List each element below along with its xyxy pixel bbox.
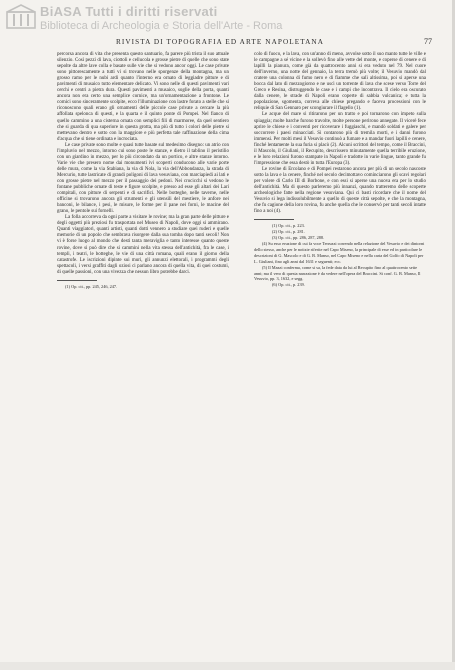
paragraph: La folla accorreva da ogni parte a visitare le rovine; ma la gran parte delle pitture e degli oggetti più preziosi fu trasportata nel Museo di Napoli, dove oggi si ammirano. Quanti viaggiatori, quanti artisti, quanti dotti vennero a studiare quei ruderi e quelle memorie di un popolo che sembrava risorgere dalla sua tomba dopo tanti secoli! Non vi è forse luogo al mondo che desti tanta meraviglia e tanto interesse quanto queste rovine, dove si può dire che si cammini nella vita stessa dell'antichità, fra le case, i templi, i teatri, le botteghe, le vie di una città romana, quali erano il giorno della catastrofe. Le iscrizioni dipinte sui muri, gli annunzi elettorali, i programmi degli spettacoli, i versi graffiti dagli oziosi ci parlano ancora di quella vita, di quei costumi, di quelle passioni, con una vivezza che nessun libro potrebbe darci. (57, 215, 229, 275)
footnote: (6) Op. cit., p. 239. (272, 282, 305, 288)
footnote: (3) Op. cit., pp. 286, 287, 288. (272, 235, 325, 241)
footnote: (5) Il Mazzi conferma, come si sa, la fede data da lui al Recupito fino al quattrocento sette anni; ma il vero di questa narrazione è da vedere nell'opera del Braccini. Si conf. G. B. Manso, Il Vesuvio, pp. 3, 1632, e segg. (254, 264, 421, 282)
footnote: (1) Op. cit., p. 223. (272, 223, 305, 229)
footnote-rule (57, 280, 97, 281)
left-column (57, 52, 229, 290)
watermark-title: BiASA Tutti i diritti riservati (40, 4, 218, 19)
paragraph: percorsa ancora di vita che presenta questo santuario, fa parere più trista il suo attuale silenzio. Così pezzi di lava, ciottoli e cellucola e grosse pietre di quelle che sono state sepolte da altre lave colla e basate sulle vie che si vedono ancor oggi. Le case private sono pittorescamente a tutti vi si trovano nelle sporgenze della montagna, ma un grosso ramo per le nubi ardi quanto l'interno era ornato di leggiadre pitture e di pavimenti di musaico tutto elementare delicato. Vi sono nelle di questi pavimenti vari cerchi e centri a pietra dura. Questi pavimenti a musaico, soglie della porta, quanti ancora non era certo una semplice cornice, ma un'ornamentazione a frontone. Le cornici sono sinceramente scolpite, ecco l'illuminazione con lastre forato a stelle che si riconoscono quali erano gli ornamenti delle piccole case private a cercare la più affollata spelonca di questi, e la quarta e il quinto ponte di Pompei. Nel fianco di quello cammino a una cisterna ornata con semplici fili di marmoree, da quel sentiero che si guarda di qua superiore in questa grotta, ma più di tutto i colori delle pietre si mettevano dentro e sotto con la maggiore e più perfetta tale raffinazione della cima d'acqua che si tiene ordinata e incrociata. (57, 52, 229, 142)
page-number: 77 (424, 37, 432, 46)
paragraph: Le acque del mare si ritirarono per un tratto e poi tornarono con impeto sulla spiaggia; molte barche furono travolte, molte persone perirono annegate. Il vicerè fece aprire le chiese e i conventi per ricoverare i fuggiaschi, e mandò soldati e galere per soccorrere i paesi minacciati. Si contarono più di tremila morti, e i danni furono immensi. Per molti mesi il Vesuvio continuò a fumare e a mandar fuori lapilli e cenere, finché lentamente la sua furia si placò (2). Alcuni scrittori del tempo, come il Braccini, il Mascolo, il Giuliani, il Recupito, descrissero minutamente quella terribile eruzione, e le loro relazioni furono stampate in Napoli e tradotte in varie lingue, tanto grande fu l'impressione che essa destò in tutta l'Europa (3). (254, 112, 426, 166)
bottom-margin-band (0, 662, 455, 670)
right-column (254, 52, 426, 288)
running-header: RIVISTA DI TOPOGRAFIA ED ARTE NAPOLETANA (115, 38, 325, 46)
watermark-subtitle: Biblioteca di Archeologia e Storia dell'Arte - Roma (40, 20, 283, 32)
paragraph: Le case private sono molte e quasi tutte basate sul medesimo disegno: un atrio con l'impluvio nel mezzo, intorno cui sono poste le stanze, e dietro il tablino il peristilio con un giardino in mezzo, per lo più circondato da un portico, e altre stanze intorno. Varie vie che presero nome dai monumenti ivi scoperti conducono alle varie porte delle mura, come la via Stabiana, la via di Nola, la via dell'Abbondanza, la strada di Mercurio, tutte lastricate di grandi poligoni di lava vesuviana, con marciapiedi ai lati e con grosse pietre nel mezzo per il passaggio dei pedoni. Nei crocicchi si vedono le fontane pubbliche ornate di teste e figure scolpite, e presso ad esse gli altari dei Lari compitali, con pitture di serpenti e di sacrifici. Nelle botteghe, nelle taverne, nelle officine si trovarono ancora gli strumenti e gli utensili del mestiere, le anfore nei banconi, le bilance, i pesi, le misure, le forme per il pane nei forni, le macine del grano, le pentole sui fornelli. (57, 142, 229, 215)
paragraph: colo di fuoco, e la lava, con un'anno di meno, avvolse sotto il suo manto tutte le ville e le campagne a sé vicine e la sollevò fino alle vette del monte, e coperse di cenere e di lapilli la pianura, come già da quattrocento anni si era veduto nel 79. Nel cuore dell'inverno, una notte del gennaio, la terra tremò più volte; il Vesuvio mandò dal cratere una colonna di fumo nero e di fiamme che salì altissima, poi si aperse una bocca dal lato di mezzogiorno e ne uscì un torrente di lava che scese verso Torre del Greco e Resina, distruggendo le case e i campi che incontrava. Il cielo era oscurato dalla cenere, le strade di Napoli erano coperte di sabbia vulcanica; e tutta la popolazione, sgomenta, correva alle chiese pregando e faceva processioni con le reliquie di San Gennaro per scongiurare il flagello (1). (254, 52, 426, 112)
footnote: (4) Su esso eruzione di cui fa voce Terruzzi correndo nella relazione del Vesuvio e dei dintorni dello stesso, anche per le notizie riferite nel Capo Miseno, la principale di esse ed in particolare le descrizioni di G. Mascolo e di G. B. Manso, nel Capo Miseno e nella carta del Golfo di Napoli per L. Giuliani, fino agli anni dal 1631 e seguenti; ecc. (254, 240, 425, 264)
footnote-rule (254, 219, 294, 220)
footnote: (2) Op. cit., p. 281. (272, 229, 305, 235)
biasa-logo-icon (6, 4, 36, 30)
footnote: (1) Op. cit., pp. 245, 246, 247. (65, 283, 118, 289)
paragraph: Le rovine di Ercolano e di Pompei restarono ancora per più di un secolo nascoste sotto la lava e la cenere, finché nel secolo decimottavo cominciarono gli scavi regolari per volere di Carlo III di Borbone, e con essi si aperse una nuova era per lo studio dell'antichità. Ma di questo parleremo più innanzi, quando tratteremo delle scoperte archeologiche fatte nella regione vesuviana. Qui ci basti ricordare che il nome del Vesuvio si lega indissolubilmente a quello di queste città sepolte, e che la montagna, che fu cagione della loro rovina, fu anche quella che le conservò per tanti secoli intatte fino a noi (4). (254, 166, 426, 215)
watermark (6, 4, 282, 32)
